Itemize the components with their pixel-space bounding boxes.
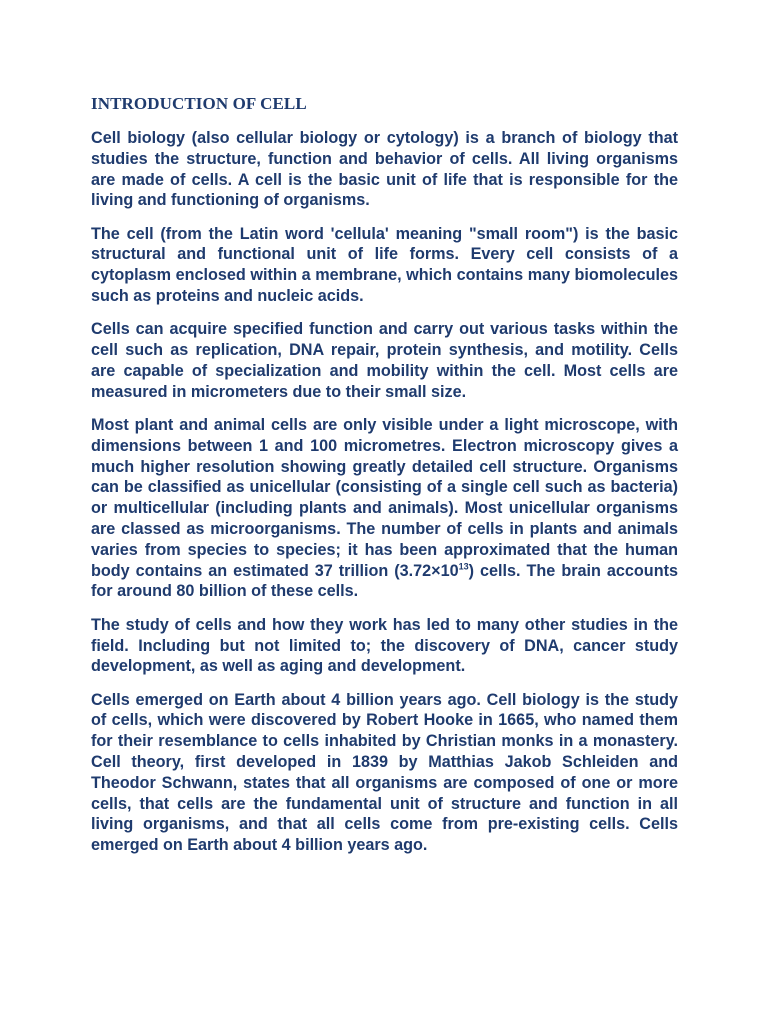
paragraph-cell-history: Cells emerged on Earth about 4 billion years ago. Cell biology is the study of cells, which were discovered by Robert Hooke in 1665, who named them for their resemblance to cells inhabited by Christian monks in a monastery. Cell theory, first developed in 1839 by Matthias Jakob Schleiden and Theodor Schwann, states that all organisms are composed of one or more cells, that cells are the fundamental unit of structure and function in all living organisms, and that all cells come from pre-existing cells. Cells emerged on Earth about 4 billion years ago. [91,690,678,855]
document-heading: INTRODUCTION OF CELL [91,94,307,113]
document-body [91,94,678,869]
paragraph-cell-etymology: The cell (from the Latin word 'cellula' meaning "small room") is the basic structural and functional unit of life forms. Every cell consists of a cytoplasm enclosed within a membrane, which contains many biomolecules such as proteins and nucleic acids. [91,224,678,306]
paragraph-cell-biology-definition: Cell biology (also cellular biology or cytology) is a branch of biology that studies the structure, function and behavior of cells. All living organisms are made of cells. A cell is the basic unit of life that is responsible for the living and functioning of organisms. [91,129,678,210]
paragraph-cell-size-and-count [91,415,678,602]
paragraph-cell-studies: The study of cells and how they work has led to many other studies in the field. Including but not limited to; the discovery of DNA, cancer study development, as well as aging and development. [91,615,678,676]
paragraph-text-after-superscript: ) cells. The brain accounts for around 80 billion of these cells. [91,561,678,601]
paragraph-cell-functions: Cells can acquire specified function and carry out various tasks within the cell such as replication, DNA repair, protein synthesis, and motility. Cells are capable of specialization and mobility within the cell. Most cells are measured in micrometers due to their small size. [91,320,678,401]
paragraph-text-before-superscript: Most plant and animal cells are only visible under a light microscope, with dimensions between 1 and 100 micrometres. Electron microscopy gives a much higher resolution showing greatly detailed cell structure. Organisms can be classified as unicellular (consisting of a single cell such as bacteria) or multicellular (including plants and animals). Most unicellular organisms are classed as microorganisms. The number of cells in plants and animals varies from species to species; it has been approximated that the human body contains an estimated 37 trillion (3.72×10 [91,416,678,580]
exponent-superscript: 13 [458,561,469,572]
